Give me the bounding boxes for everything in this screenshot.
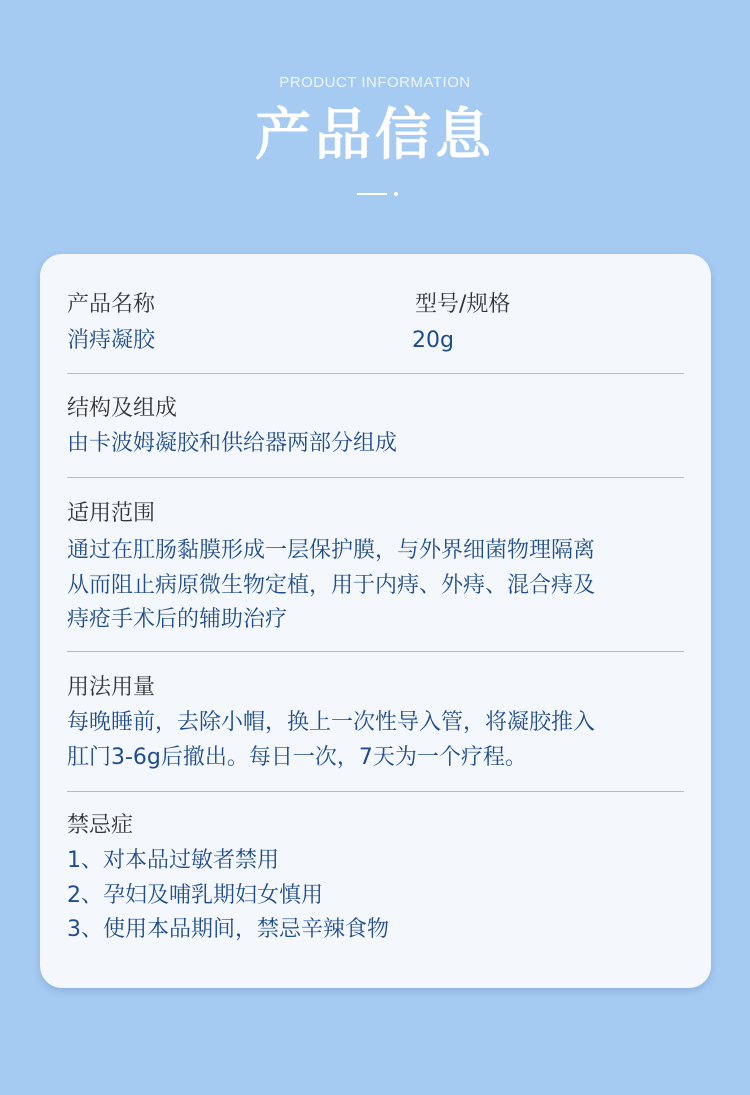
section-divider: [67, 373, 684, 374]
scope-value: [67, 534, 595, 638]
contraindications-label: 禁忌症: [67, 813, 134, 838]
title-decoration: [357, 191, 401, 197]
product-name-value: 消痔凝胶: [67, 328, 156, 353]
header-subtitle: PRODUCT INFORMATION: [279, 74, 471, 91]
structure-value: 由卡波姆凝胶和供给器两部分组成: [67, 431, 398, 456]
product-name-label: 产品名称: [67, 292, 156, 317]
page-title: 产品信息: [255, 103, 495, 168]
decoration-dash: [357, 193, 387, 195]
model-value: 20g: [412, 328, 454, 353]
usage-line: 肛门3-6g后撤出。每日一次，7天为一个疗程。: [67, 744, 527, 770]
model-label: 型号/规格: [415, 292, 511, 317]
section-divider: [67, 477, 684, 478]
contraindication-item: 3、使用本品期间，禁忌辛辣食物: [67, 917, 389, 942]
contraindication-item: 1、对本品过敏者禁用: [67, 848, 279, 873]
contraindications-value: [67, 844, 389, 948]
usage-line: 每晚睡前，去除小帽，换上一次性导入管，将凝胶推入: [67, 710, 596, 735]
usage-value: [67, 706, 595, 775]
scope-label: 适用范围: [67, 501, 156, 526]
decoration-dot: [394, 192, 398, 196]
structure-label: 结构及组成: [67, 396, 178, 421]
scope-line: 通过在肛肠黏膜形成一层保护膜，与外界细菌物理隔离: [67, 538, 596, 563]
usage-label: 用法用量: [67, 675, 156, 700]
scope-line: 从而阻止病原微生物定植，用于内痔、外痔、混合痔及: [67, 572, 596, 598]
contraindication-item: 2、孕妇及哺乳期妇女慎用: [67, 882, 323, 908]
product-info-card: [40, 254, 711, 988]
scope-line: 痔疮手术后的辅助治疗: [67, 607, 288, 632]
section-divider: [67, 791, 684, 792]
section-divider: [67, 651, 684, 652]
